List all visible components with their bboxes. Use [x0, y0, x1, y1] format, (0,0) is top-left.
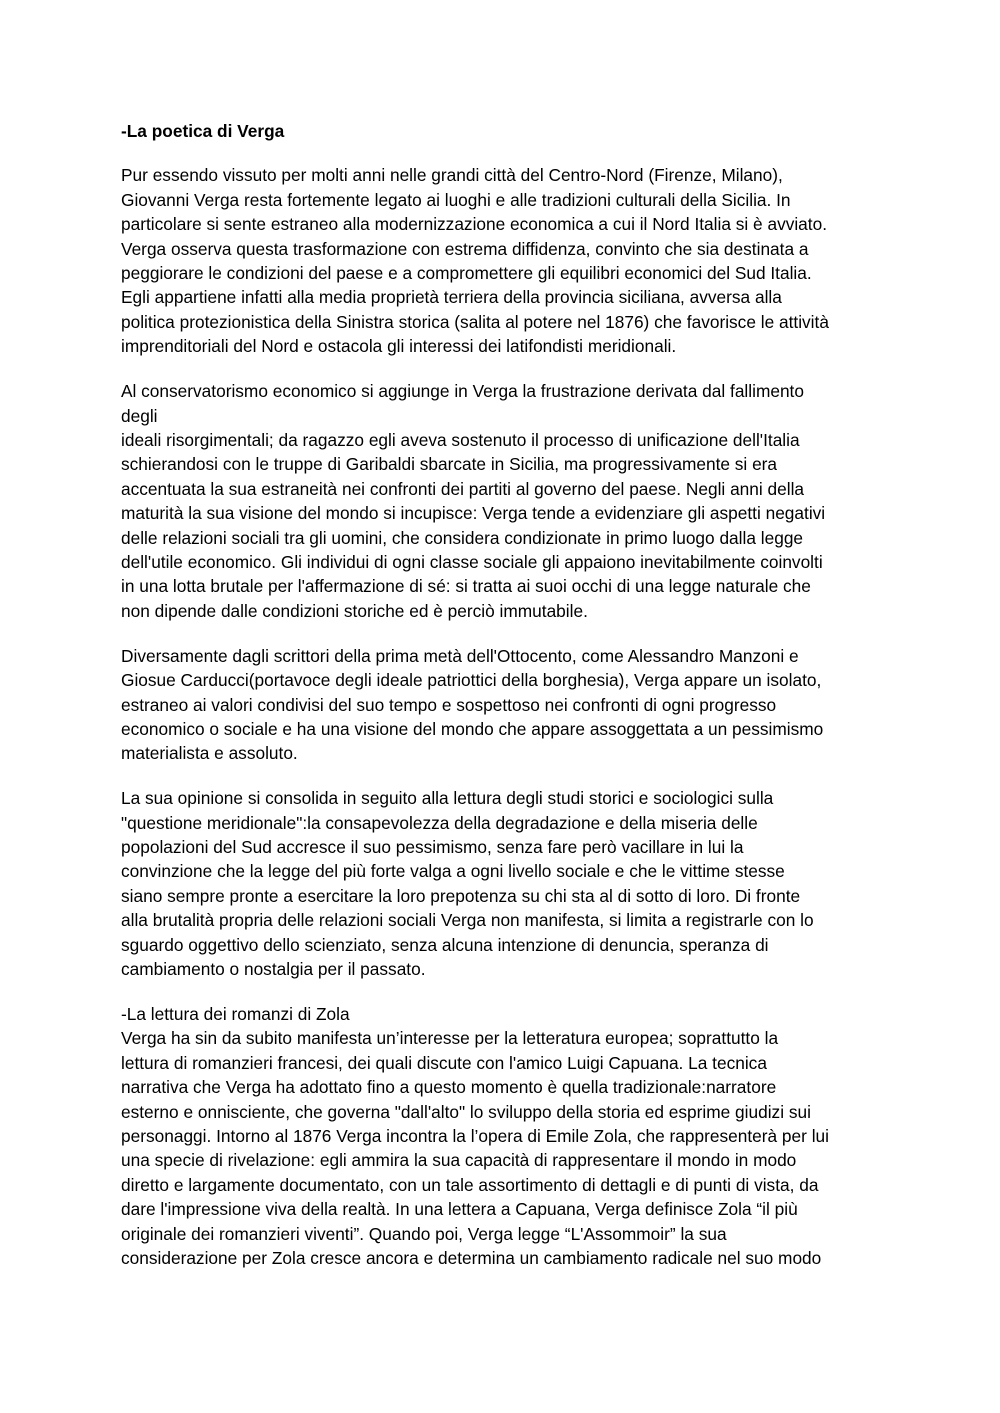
- text-line: economico o sociale e ha una visione del mondo che appare assoggettata a un pessimismo: [121, 718, 824, 739]
- text-line: ideali risorgimentali; da ragazzo egli aveva sostenuto il processo di unificazione dell'Italia: [121, 429, 800, 450]
- paragraph-2: [121, 379, 891, 623]
- text-line: Verga ha sin da subito manifesta un’interesse per la letteratura europea; soprattutto la: [121, 1028, 779, 1049]
- paragraph-4: [121, 786, 891, 981]
- text-line: accentuata la sua estraneità nei confronti dei partiti al governo del paese. Negli anni della: [121, 478, 805, 499]
- text-line: narrativa che Verga ha adottato fino a questo momento è quella tradizionale:narratore: [121, 1077, 777, 1098]
- text-line: esterno e onnisciente, che governa "dall'alto" lo sviluppo della storia ed esprime giudizi sui: [121, 1101, 811, 1122]
- text-line: non dipende dalle condizioni storiche ed è perciò immutabile.: [121, 600, 588, 621]
- paragraph-1: [121, 163, 891, 358]
- text-line: "questione meridionale":la consapevolezza della degradazione e della miseria delle: [121, 812, 758, 833]
- document-title: -La poetica di Verga: [121, 121, 285, 141]
- text-line: schierandosi con le truppe di Garibaldi sbarcate in Sicilia, ma progressivamente si era: [121, 454, 778, 475]
- text-line: delle relazioni sociali tra gli uomini, che considera condizionate in primo luogo dalla legge: [121, 527, 804, 548]
- text-line: personaggi. Intorno al 1876 Verga incontra la l’opera di Emile Zola, che rappresenterà per lui: [121, 1126, 829, 1147]
- text-line: La sua opinione si consolida in seguito alla lettura degli studi storici e sociologici sulla: [121, 788, 774, 809]
- paragraph-3: [121, 644, 891, 766]
- text-line: diretto e largamente documentato, con un tale assortimento di dettagli e di punti di vista, da: [121, 1174, 819, 1195]
- text-line: peggiorare le condizioni del paese e a compromettere gli equilibri economici del Sud Italia.: [121, 263, 812, 284]
- text-line: una specie di rivelazione: egli ammira la sua capacità di rappresentare il mondo in modo: [121, 1150, 797, 1171]
- document-page: [121, 119, 891, 1291]
- text-line: dell'utile economico. Gli individui di ogni classe sociale gli appaiono inevitabilmente coinvolti: [121, 552, 823, 572]
- text-line: Diversamente dagli scrittori della prima metà dell'Ottocento, come Alessandro Manzoni e: [121, 645, 799, 666]
- text-line: materialista e assoluto.: [121, 743, 298, 764]
- text-line: alla brutalità propria delle relazioni sociali Verga non manifesta, si limita a registrarle con lo: [121, 910, 814, 931]
- text-line: Egli appartiene infatti alla media proprietà terriera della provincia siciliana, avversa alla: [121, 287, 782, 308]
- text-line: cambiamento o nostalgia per il passato.: [121, 959, 426, 980]
- text-line: dare l'impressione viva della realtà. In una lettera a Capuana, Verga definisce Zola “il più: [121, 1199, 798, 1220]
- text-line: considerazione per Zola cresce ancora e determina un cambiamento radicale nel suo modo: [121, 1248, 822, 1269]
- text-line: maturità la sua visione del mondo si incupisce: Verga tende a evidenziare gli aspetti negativi: [121, 503, 826, 524]
- text-line: originale dei romanzieri viventi”. Quando poi, Verga legge “L'Assommoir” la sua: [121, 1223, 727, 1244]
- text-line: siano sempre pronte a esercitare la loro prepotenza su chi sta al di sotto di loro. Di fronte: [121, 885, 801, 906]
- text-line: convinzione che la legge del più forte valga a ogni livello sociale e che le vittime stesse: [121, 861, 785, 882]
- section-heading: -La lettura dei romanzi di Zola: [121, 1004, 350, 1024]
- text-line: lettura di romanzieri francesi, dei quali discute con l'amico Luigi Capuana. La tecnica: [121, 1052, 767, 1073]
- text-line: Verga osserva questa trasformazione con estrema diffidenza, convinto che sia destinata a: [121, 238, 809, 259]
- text-line: Giovanni Verga resta fortemente legato ai luoghi e alle tradizioni culturali della Sicilia. In: [121, 189, 791, 210]
- text-line: estraneo ai valori condivisi del suo tempo e sospettoso nei confronti di ogni progresso: [121, 694, 777, 715]
- section-zola: [121, 1002, 891, 1270]
- text-line: imprenditoriali del Nord e ostacola gli interessi dei latifondisti meridionali.: [121, 336, 677, 357]
- text-line: degli: [121, 405, 158, 426]
- text-line: particolare si sente estraneo alla modernizzazione economica a cui il Nord Italia si è avviato.: [121, 214, 828, 235]
- text-line: popolazioni del Sud accresce il suo pessimismo, senza fare però vacillare in lui la: [121, 837, 744, 858]
- text-line: in una lotta brutale per l'affermazione di sé: si tratta ai suoi occhi di una legge naturale che: [121, 576, 811, 597]
- text-line: sguardo oggettivo dello scienziato, senza alcuna intenzione di denuncia, speranza di: [121, 934, 769, 955]
- text-line: Giosue Carducci(portavoce degli ideale patriottici della borghesia), Verga appare un isolato,: [121, 670, 822, 691]
- text-line: politica protezionistica della Sinistra storica (salita al potere nel 1876) che favorisce le attività: [121, 311, 829, 332]
- text-line: Pur essendo vissuto per molti anni nelle grandi città del Centro-Nord (Firenze, Milano),: [121, 165, 783, 186]
- text-line: Al conservatorismo economico si aggiunge in Verga la frustrazione derivata dal fallimento: [121, 381, 804, 402]
